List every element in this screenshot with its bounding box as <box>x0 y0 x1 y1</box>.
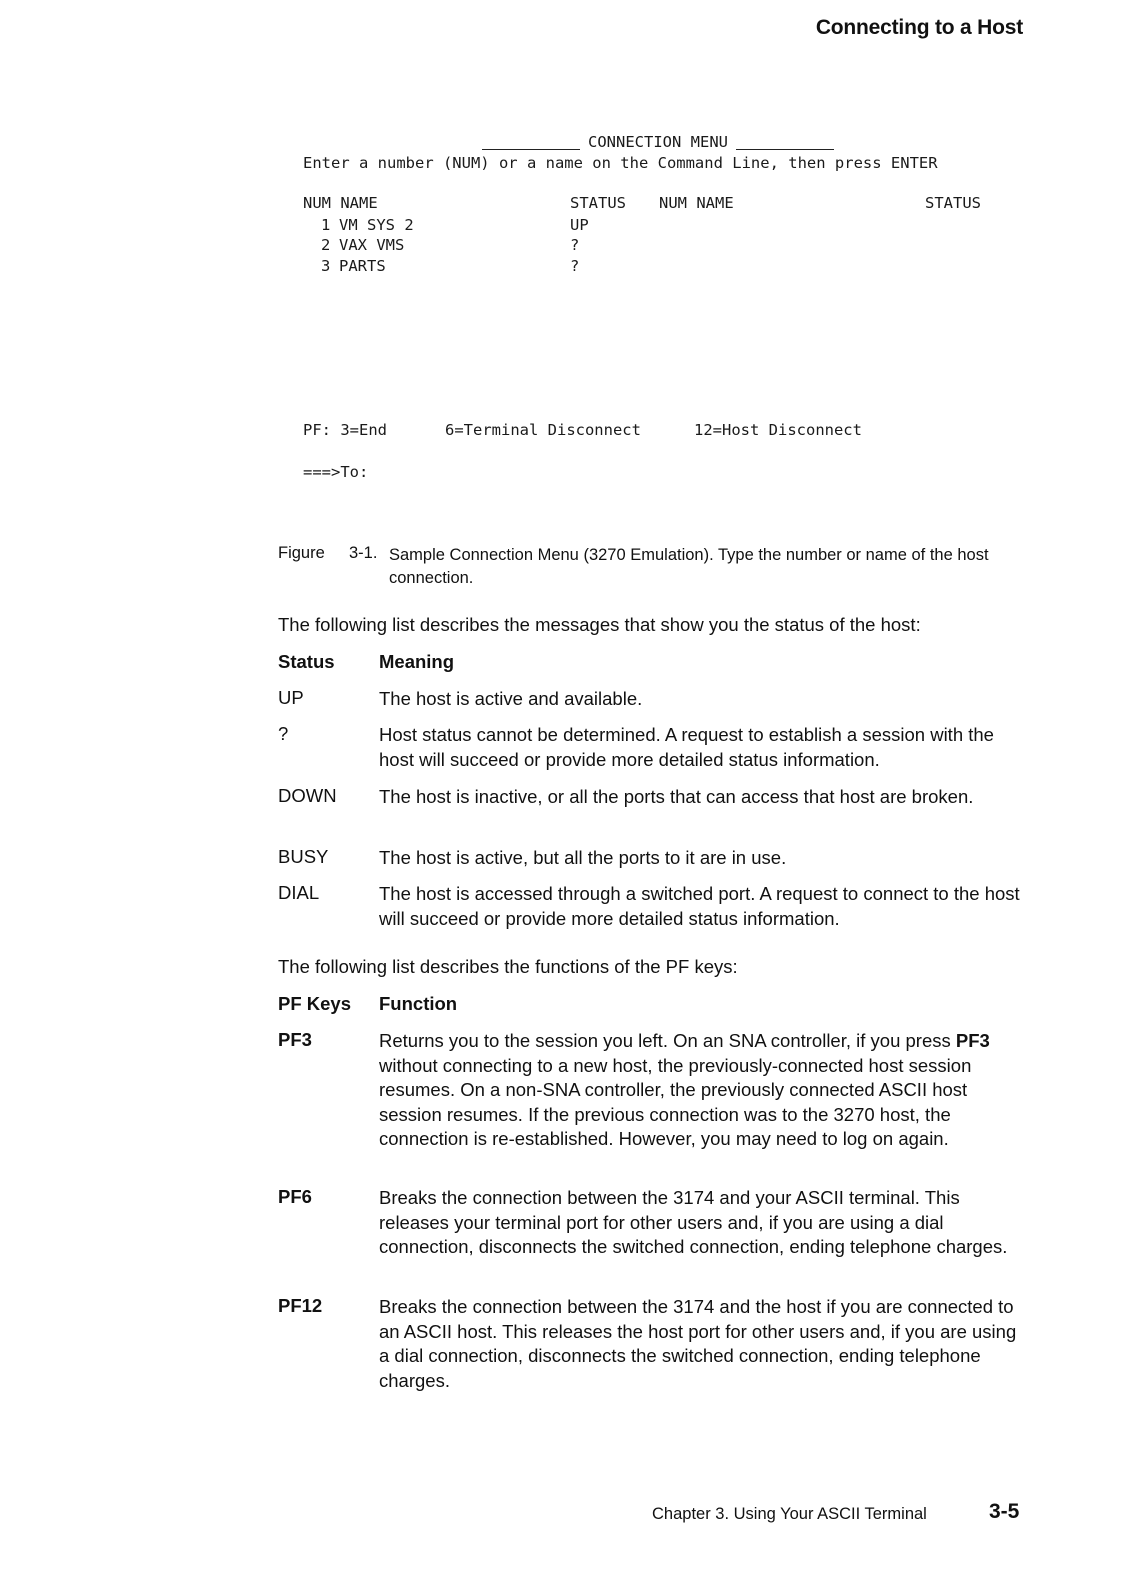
status-term: DIAL <box>278 882 320 903</box>
figure-number: 3-1. <box>349 544 378 562</box>
pf-desc-after: without connecting to a new host, the previously-connected host session resumes. On a non-SNA controller, the previously connected ASCII host session resumes. If the previous connection was to the 3270 host, the connection is re-established. However, you may need to log on again. <box>379 1054 972 1149</box>
pf-key-end[interactable]: PF: 3=End <box>303 421 387 439</box>
pf-desc: Breaks the connection between the 3174 and your ASCII terminal. This releases your terminal port for other users and, if you are using a dial connection, disconnects the switched connection, ending telephone charges. <box>379 1187 1008 1257</box>
host-name: VM SYS 2 <box>339 216 414 234</box>
host-num: 3 <box>321 257 331 275</box>
pf-desc-bold: PF3 <box>955 1030 990 1051</box>
pf-desc-before: Returns you to the session you left. On an SNA controller, if you press <box>379 1030 956 1051</box>
host-num: 2 <box>321 236 331 254</box>
status-desc: The host is accessed through a switched port. A request to connect to the host will succeed or provide more detailed status information. <box>379 883 1020 929</box>
status-desc: The host is active, but all the ports to it are in use. <box>379 847 787 868</box>
pf-key-terminal-disconnect[interactable]: 6=Terminal Disconnect <box>445 421 641 439</box>
host-status: UP <box>570 216 589 234</box>
column-header-status-right: STATUS <box>925 194 981 212</box>
pf-header-term: PF Keys <box>278 993 352 1014</box>
command-line-prompt[interactable]: ===>To: <box>303 463 369 481</box>
host-status: ? <box>570 257 580 275</box>
pf-key-host-disconnect[interactable]: 12=Host Disconnect <box>694 421 862 439</box>
status-header-term: Status <box>278 651 335 672</box>
figure-caption: Sample Connection Menu (3270 Emulation). Type the number or name of the host connection. <box>389 546 989 587</box>
pf-header-desc: Function <box>379 993 458 1014</box>
pf-desc <box>379 1029 1024 1152</box>
status-term: UP <box>278 687 304 708</box>
figure-label: Figure <box>278 544 325 562</box>
title-rule-right <box>736 135 834 150</box>
status-term: ? <box>278 723 289 744</box>
connection-menu-title <box>482 133 834 151</box>
menu-title-text: CONNECTION MENU <box>588 133 728 151</box>
status-term: BUSY <box>278 846 329 867</box>
status-header-desc: Meaning <box>379 651 455 672</box>
page-header-title: Connecting to a Host <box>815 16 1023 39</box>
title-rule-left <box>482 135 580 150</box>
column-header-num-name-left: NUM NAME <box>303 194 378 212</box>
footer-page-number: 3-5 <box>989 1500 1020 1523</box>
host-status: ? <box>570 236 580 254</box>
column-header-status-left: STATUS <box>570 194 626 212</box>
column-header-num-name-right: NUM NAME <box>659 194 734 212</box>
host-num: 1 <box>321 216 331 234</box>
host-name: PARTS <box>339 257 386 275</box>
status-intro: The following list describes the messages that show you the status of the host: <box>278 614 921 635</box>
pf-term: PF3 <box>278 1029 312 1050</box>
pf-term: PF6 <box>278 1186 312 1207</box>
status-desc: The host is active and available. <box>379 688 643 709</box>
pf-desc: Breaks the connection between the 3174 and the host if you are connected to an ASCII host. This releases the host port for other users and, if you are using a dial connection, disconnects the switched connection, ending telephone charges. <box>379 1296 1017 1391</box>
status-desc: Host status cannot be determined. A request to establish a session with the host will succeed or provide more detailed status information. <box>379 724 994 770</box>
status-term: DOWN <box>278 785 337 806</box>
menu-instruction: Enter a number (NUM) or a name on the Command Line, then press ENTER <box>303 154 938 172</box>
pf-intro: The following list describes the functions of the PF keys: <box>278 956 738 977</box>
footer-chapter: Chapter 3. Using Your ASCII Terminal <box>652 1505 927 1523</box>
status-desc: The host is inactive, or all the ports that can access that host are broken. <box>379 786 974 807</box>
host-name: VAX VMS <box>339 236 405 254</box>
pf-term: PF12 <box>278 1295 323 1316</box>
